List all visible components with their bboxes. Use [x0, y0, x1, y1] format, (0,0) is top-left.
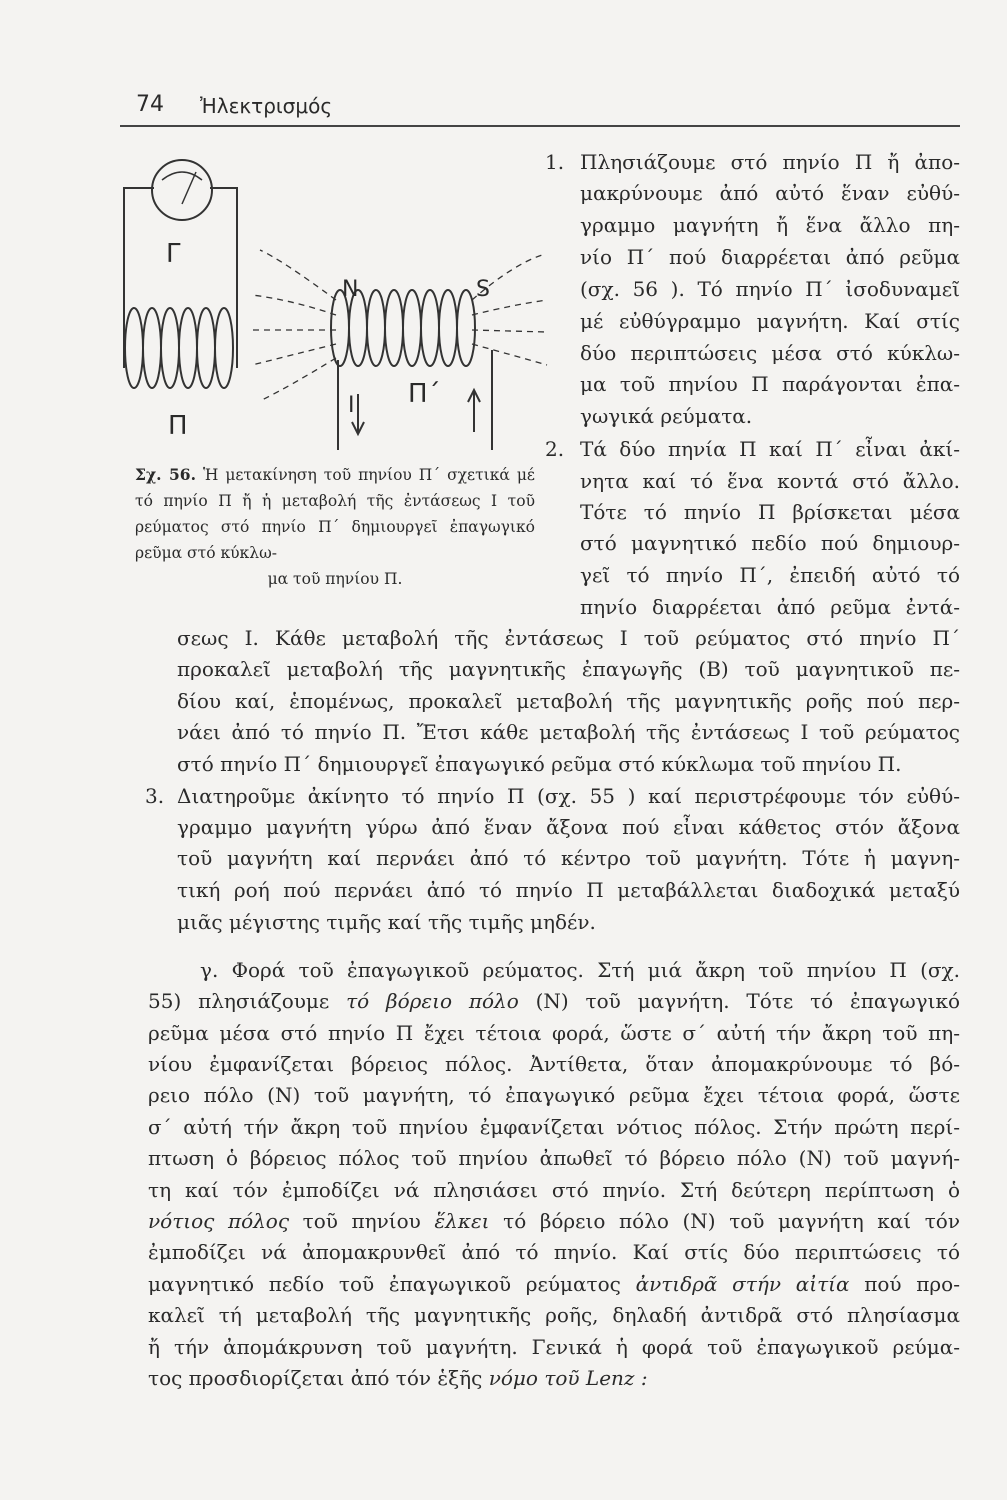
caption-number: Σχ. 56.	[135, 465, 196, 484]
item-3-line: τοῦ μαγνήτη καί περνάει ἀπό τό κέντρο τοῦ μαγνήτη. Τότε ἡ μαγνη-	[177, 846, 960, 870]
item-1-line: μα τοῦ πηνίου Π παράγονται ἐπα-	[580, 372, 960, 396]
caption-line: σχετικά μέ τό πηνίο Π ἤ ἡ μεταβολή τῆς	[135, 466, 535, 510]
item-2-line: γεῖ τό πηνίο Π΄, ἐπειδή αὐτό τό	[580, 563, 960, 587]
item-2-line: πηνίο διαρρέεται ἀπό ρεῦμα ἐντά-	[580, 595, 960, 619]
item-3-line: τική ροή πού περνάει ἀπό τό πηνίο Π μεταβάλλεται διαδοχικά μεταξύ	[177, 878, 960, 902]
item-1-line: (σχ. 56 ). Τό πηνίο Π΄ ἰσοδυναμεῖ	[580, 277, 960, 301]
galvanometer-needle	[182, 172, 196, 204]
item-1-line: γωγικά ρεύματα.	[580, 404, 753, 428]
header-rule	[120, 125, 960, 127]
label-gauge: Γ	[166, 239, 181, 269]
caption-line: ἐντάσεως I τοῦ ρεύματος στό πηνίο Π΄	[135, 492, 535, 536]
emphasis: ἀντιδρᾶ στήν αἰτία	[635, 1272, 850, 1296]
section-g-line: ἐμποδίζει νά ἀπομακρυνθεῖ ἀπό τό πηνίο. Καί στίς δύο περιπτώσεις τό	[148, 1240, 960, 1264]
item-1-line: Πλησιάζουμε στό πηνίο Π ἤ ἀπο-	[580, 150, 960, 174]
label-north: N	[342, 277, 359, 302]
section-g-line: ἤ τήν ἀπομάκρυνση τοῦ μαγνήτη. Γενικά ἡ φορά τοῦ ἐπαγωγικοῦ ρεύμα-	[148, 1335, 960, 1359]
item-2-number: 2.	[545, 437, 565, 461]
item-1-number: 1.	[545, 150, 565, 174]
current-arrow-up	[468, 390, 480, 432]
caption-line: δημιουργεῖ ἐπαγωγικό ρεῦμα στό κύκλω-	[135, 518, 535, 562]
section-g-line: μαγνητικό πεδίο τοῦ ἐπαγωγικοῦ ρεύματος ἀντιδρᾶ στήν αἰτία πού προ-	[148, 1272, 960, 1296]
section-g-line: τη καί τόν ἐμποδίζει νά πλησιάσει στό πηνίο. Στή δεύτερη περίπτωση ὁ	[148, 1178, 960, 1202]
item-1-line: μακρύνουμε ἀπό αὐτό ἕναν εὐθύ-	[580, 181, 960, 205]
item-3-line: Διατηροῦμε ἀκίνητο τό πηνίο Π (σχ. 55 ) καί περιστρέφουμε τόν εὐθύ-	[177, 784, 960, 808]
caption-line: Ἡ μετακίνηση τοῦ πηνίου Π΄	[202, 466, 441, 484]
item-3-number: 3.	[145, 784, 165, 808]
item-2-line: Τότε τό πηνίο Π βρίσκεται μέσα	[580, 500, 960, 524]
coil-left-icon	[125, 308, 233, 388]
label-coil-left: Π	[168, 411, 188, 441]
section-g-line: νίου ἐμφανίζεται βόρειος πόλος. Ἀντίθετα, ὅταν ἀπομακρύνουμε τό βό-	[148, 1052, 960, 1076]
section-heading: γ. Φορά τοῦ ἐπαγωγικοῦ ρεύματος.	[200, 958, 584, 982]
running-title: Ἠλεκτρισμός	[200, 94, 333, 118]
item-2-line: νητα καί τό ἕνα κοντά στό ἄλλο.	[580, 469, 960, 493]
page-number: 74	[136, 92, 164, 117]
item-1-line: μέ εὐθύγραμμο μαγνήτη. Καί στίς	[580, 309, 960, 333]
figure-56-diagram	[112, 150, 552, 470]
label-coil-right: Π΄	[408, 379, 441, 409]
emphasis: τό βόρειο πόλο	[346, 989, 519, 1013]
section-g-line: 55) πλησιάζουμε τό βόρειο πόλο (N) τοῦ μαγνήτη. Τότε τό ἐπαγωγικό	[148, 989, 960, 1013]
item-3-line: μιᾶς μέγιστης τιμῆς καί τῆς τιμῆς μηδέν.	[177, 910, 596, 934]
section-g-line: πτωση ὁ βόρειος πόλος τοῦ πηνίου ἀπωθεῖ τό βόρειο πόλο (N) τοῦ μαγνή-	[148, 1146, 960, 1170]
item-1-line: δύο περιπτώσεις μέσα στό κύκλω-	[580, 341, 960, 365]
item-3-line: γραμμο μαγνήτη γύρω ἀπό ἕναν ἄξονα πού εἶναι κάθετος στόν ἄξονα	[177, 815, 960, 839]
item-2-line: σεως I. Κάθε μεταβολή τῆς ἐντάσεως I τοῦ ρεύματος στό πηνίο Π΄	[177, 626, 960, 650]
section-g-line: τος προσδιορίζεται ἀπό τόν ἑξῆς νόμο τοῦ Lenz :	[148, 1366, 648, 1390]
field-lines	[252, 250, 547, 400]
figure-caption	[135, 462, 535, 592]
item-2-line: νάει ἀπό τό πηνίο Π. Ἔτσι κάθε μεταβολή τῆς ἐντάσεως I τοῦ ρεύματος	[177, 720, 960, 744]
item-2-line: δίου καί, ἑπομένως, προκαλεῖ μεταβολή τῆς μαγνητικῆς ροῆς πού περ-	[177, 689, 960, 713]
circuit-wire	[124, 188, 154, 368]
emphasis: ἕλκει	[434, 1209, 490, 1233]
item-2-line: Τά δύο πηνία Π καί Π΄ εἶναι ἀκί-	[580, 437, 960, 461]
section-g-line: ρειο πόλο (N) τοῦ μαγνήτη, τό ἐπαγωγικό ρεῦμα ἔχει τέτοια φορά, ὥστε	[148, 1083, 960, 1107]
item-2-line: στό πηνίο Π΄ δημιουργεῖ ἐπαγωγικό ρεῦμα στό κύκλωμα τοῦ πηνίου Π.	[177, 752, 902, 776]
section-g-line: ρεῦμα μέσα στό πηνίο Π ἔχει τέτοια φορά, ὥστε σ΄ αὐτή τήν ἄκρη τοῦ πη-	[148, 1021, 960, 1045]
label-south: S	[476, 277, 490, 302]
galvanometer-icon	[152, 160, 212, 220]
section-g-line: καλεῖ τή μεταβολή τῆς μαγνητικῆς ροῆς, δηλαδή ἀντιδρᾶ στό πλησίασμα	[148, 1303, 960, 1327]
section-g-line: γ. Φορά τοῦ ἐπαγωγικοῦ ρεύματος. Στή μιά ἄκρη τοῦ πηνίου Π (σχ.	[200, 958, 961, 982]
section-g-line: σ΄ αὐτή τήν ἄκρη τοῦ πηνίου ἐμφανίζεται νότιος πόλος. Στήν πρώτη περί-	[148, 1115, 960, 1139]
page-header	[120, 92, 960, 128]
section-g-line: νότιος πόλος τοῦ πηνίου ἕλκει τό βόρειο πόλο (N) τοῦ μαγνήτη καί τόν	[148, 1209, 960, 1233]
item-1-line: νίο Π΄ πού διαρρέεται ἀπό ρεῦμα	[580, 245, 960, 269]
label-current: I	[348, 393, 355, 418]
item-1-line: γραμμο μαγνήτη ἤ ἕνα ἄλλο πη-	[580, 213, 960, 237]
emphasis: νότιος πόλος	[148, 1209, 290, 1233]
item-2-line: προκαλεῖ μεταβολή τῆς μαγνητικῆς ἐπαγωγῆς (B) τοῦ μαγνητικοῦ πε-	[177, 657, 960, 681]
item-2-line: στό μαγνητικό πεδίο πού δημιουρ-	[580, 531, 960, 555]
emphasis: νόμο τοῦ Lenz :	[488, 1366, 648, 1390]
caption-line: μα τοῦ πηνίου Π.	[267, 570, 403, 588]
